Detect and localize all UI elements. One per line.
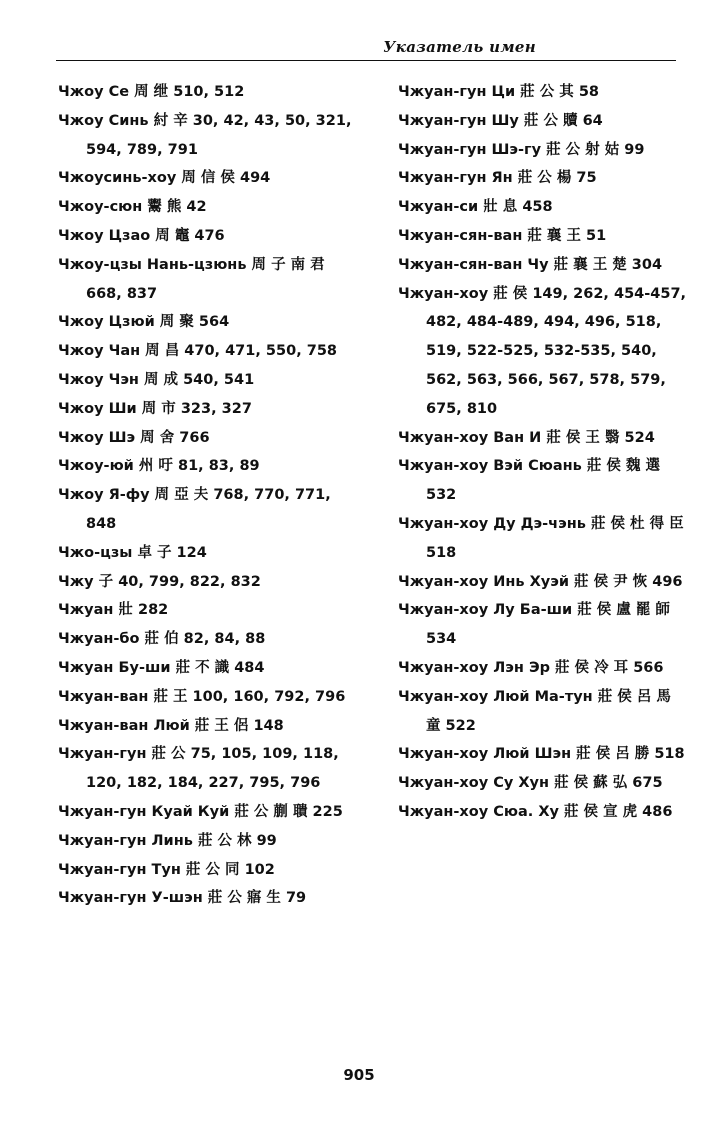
index-entry: Чжоу Чан 周 昌 470, 471, 550, 758	[58, 343, 338, 360]
index-entry: Чжуан-хоу Сюа. Ху 莊 侯 宣 虎 486	[398, 803, 673, 820]
index-entry: Чжуан-хоу Ду Дэ-чэнь 莊 侯 杜 得 臣 518	[398, 515, 684, 561]
index-entry: Чжуан-хоу Ван И 莊 侯 王 翳 524	[398, 429, 655, 446]
index-entry: Чжуан-хоу Вэй Сюань 莊 侯 魏 選 532	[398, 458, 660, 504]
index-entry: Чжуан-хоу Су Хун 莊 侯 蘇 弘 675	[398, 775, 663, 792]
index-entry: Чжуан-хоу Инь Хуэй 莊 侯 尹 恢 496	[398, 573, 683, 590]
index-entry: Чжоу Синь 紂 辛 30, 42, 43, 50, 321, 594, 789, 791	[58, 112, 352, 158]
index-entry: Чжуан-хоу Лэн Эр 莊 侯 冷 耳 566	[398, 659, 664, 676]
index-entry: Чжуан-гун Куай Куй 莊 公 蒯 聵 225	[58, 803, 343, 820]
index-entry: Чжоу-сюн 鬻 熊 42	[58, 199, 207, 216]
index-entry: Чжуан-гун Линь 莊 公 林 99	[58, 832, 277, 849]
index-entry: Чжо-цзы 卓 子 124	[58, 544, 207, 561]
index-entry: Чжоу-цзы Нань-цзюнь 周 子 南 君 668, 837	[58, 256, 325, 302]
index-entry: Чжуан-гун Тун 莊 公 同 102	[58, 861, 275, 878]
index-entry: Чжуан-хоу Люй Ма-тун 莊 侯 呂 馬 童 522	[398, 688, 671, 734]
index-entry: Чжуан-гун Ци 莊 公 其 58	[398, 84, 599, 100]
index-entry: Чжоу-юй 州 吁 81, 83, 89	[58, 458, 260, 475]
index-entry: Чжуан 壯 282	[58, 602, 169, 619]
index-entry: Чжуан-сян-ван 莊 襄 王 51	[398, 227, 607, 244]
index-entry: Чжуан-ван 莊 王 100, 160, 792, 796	[58, 688, 346, 705]
index-entry: Чжоу Цзюй 周 聚 564	[58, 314, 230, 331]
index-entry: Чжоу Ши 周 市 323, 327	[58, 400, 252, 417]
left-column	[58, 78, 358, 913]
index-entry: Чжуан-хоу Лу Ба-ши 莊 侯 盧 罷 師 534	[398, 602, 670, 648]
index-entry: Чжуан-си 壯 息 458	[398, 199, 553, 216]
index-entry: Чжуан-гун 莊 公 75, 105, 109, 118, 120, 182, 184, 227, 795, 796	[58, 746, 339, 792]
running-header	[56, 34, 676, 61]
index-entry: Чжу 子 40, 799, 822, 832	[58, 573, 261, 590]
page-number: 905	[343, 1066, 375, 1084]
index-entry: Чжуан-хоу Люй Шэн 莊 侯 呂 勝 518	[398, 746, 685, 763]
index-entry: Чжуан-гун Шэ-гу 莊 公 射 姑 99	[398, 141, 645, 158]
index-entry: Чжуан-хоу 莊 侯 149, 262, 454-457, 482, 484-489, 494, 496, 518, 519, 522-525, 532-535, 540, 562, 563, 566, 567, 578, 579, 675, 810	[398, 285, 687, 417]
index-entry: Чжоу Я-фу 周 亞 夫 768, 770, 771, 848	[58, 487, 331, 532]
index-entry: Чжуан-бо 莊 伯 82, 84, 88	[58, 631, 266, 648]
index-entry: Чжоу Се 周 绁 510, 512	[58, 84, 245, 100]
index-entry: Чжоу Чэн 周 成 540, 541	[58, 371, 255, 388]
index-entry: Чжоу Шэ 周 舍 766	[58, 429, 210, 446]
index-entry: Чжуан-гун Ян 莊 公 楊 75	[398, 170, 597, 187]
index-entry: Чжоу Цзао 周 竈 476	[58, 227, 225, 244]
index-entry: Чжуан-ван Люй 莊 王 侶 148	[58, 717, 284, 734]
index-entry: Чжуан-гун У-шэн 莊 公 寤 生 79	[58, 890, 307, 907]
index-entry: Чжуан-гун Шу 莊 公 贖 64	[398, 112, 603, 129]
index-entry: Чжуан Бу-ши 莊 不 識 484	[58, 659, 265, 676]
right-column	[398, 78, 688, 827]
index-entry: Чжоусинь-хоу 周 信 侯 494	[58, 170, 271, 187]
header-title: Указатель имен	[383, 38, 536, 56]
index-entry: Чжуан-сян-ван Чу 莊 襄 王 楚 304	[398, 256, 663, 273]
